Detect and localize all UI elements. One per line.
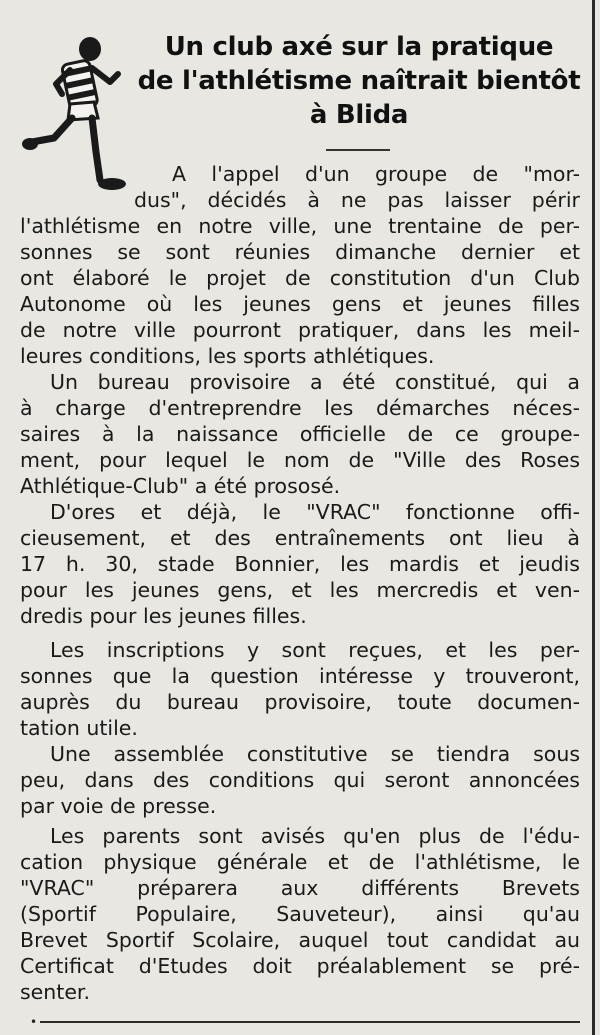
text-line: pour les jeunes gens, et les mercredis et ven- [20,578,580,602]
text-line: dus", décidés à ne pas laisser périr [134,188,580,212]
text-line: Certificat d'Etudes doit préalablement se pré- [20,954,580,978]
text-line: Athlétique-Club" a été prososé. [20,474,341,498]
text-line: l'athlétisme en notre ville, une trentaine de per- [20,214,580,238]
text-line: 17 h. 30, stade Bonnier, les mardis et jeudis [20,552,580,576]
headline-line-1: Un club axé sur la pratique [164,32,554,62]
text-line: Une assemblée constitutive se tiendra sous [50,742,580,766]
text-line: senter. [20,980,90,1004]
text-line: saires à la naissance officielle de ce groupe- [20,422,580,446]
headline-line-3: à Blida [309,100,409,130]
text-line: à charge d'entreprendre les démarches néces- [20,396,580,420]
text-line: Brevet Sportif Scolaire, auquel tout candidat au [20,928,580,952]
text-line: ont élaboré le projet de constitution d'un Club [20,266,580,290]
text-line: A l'appel d'un groupe de "mor- [172,162,580,186]
text-line: par voie de presse. [20,794,217,818]
text-line: peu, dans des conditions qui seront annoncées [20,768,580,792]
text-line: Les parents sont avisés qu'en plus de l'édu- [50,824,580,848]
text-line: leures conditions, les sports athlétiques. [20,344,435,368]
headline-line-2: de l'athlétisme naîtrait bientôt [137,66,581,96]
text-line: Les inscriptions y sont reçues, et les per- [50,638,580,662]
footer-mark: • [30,1015,38,1029]
text-line: de notre ville pourront pratiquer, dans les meil- [20,318,580,342]
text-line: dredis pour les jeunes filles. [20,604,307,628]
text-line: cation physique générale et de l'athlétisme, le [20,850,580,874]
text-line: Autonome où les jeunes gens et jeunes filles [20,292,580,316]
text-line: sonnes se sont réunies dimanche dernier et [20,240,580,264]
text-line: Un bureau provisoire a été constitué, qui a [50,370,580,394]
text-line: ment, pour lequel le nom de "Ville des Roses [20,448,580,472]
text-line: sonnes que la question intéresse y trouveront, [20,664,580,688]
text-line: (Sportif Populaire, Sauveteur), ainsi qu'au [20,902,580,926]
footer-rule [40,1021,580,1023]
text-line: D'ores et déjà, le "VRAC" fonctionne offi- [50,500,580,524]
text-line: cieusement, et des entraînements ont lieu à [20,526,580,550]
text-line: auprès du bureau provisoire, toute documen- [20,690,580,714]
text-line: tation utile. [20,716,138,740]
text-line: "VRAC" préparera aux différents Brevets [20,876,580,900]
